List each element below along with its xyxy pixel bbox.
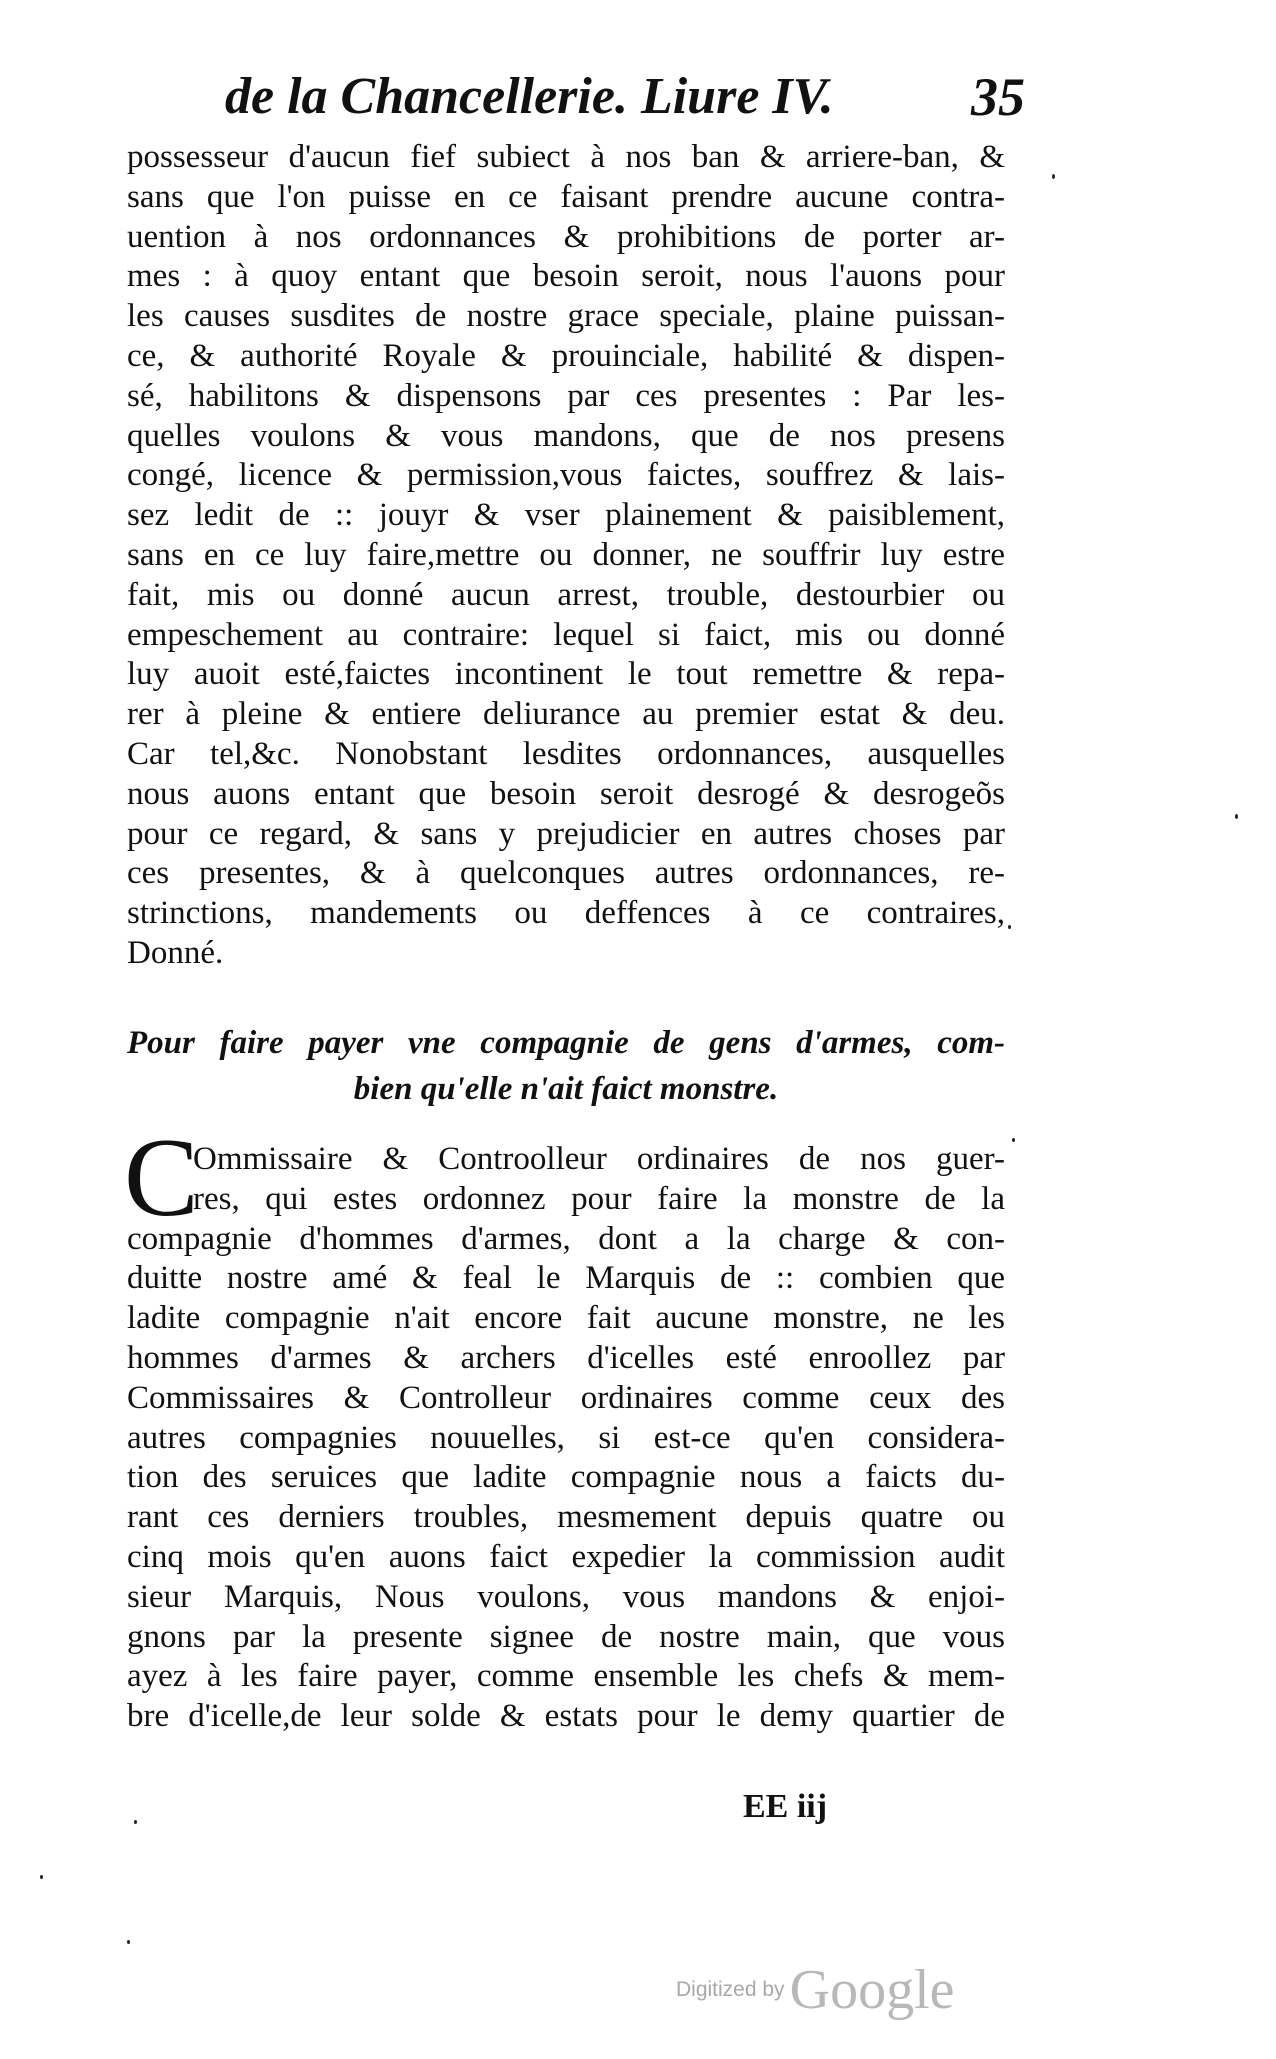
text-line: res, qui estes ordonnez pour faire la monstre de la [193, 1180, 1005, 1217]
text-line: sieur Marquis, Nous voulons, vous mandons & enjoi- [127, 1578, 1005, 1615]
text-line: rer à pleine & entiere deliurance au premier estat & deu. [127, 696, 1005, 733]
text-line: luy auoit esté,faictes incontinent le tout remettre & repa- [127, 656, 1005, 693]
text-line: sans que l'on puisse en ce faisant prendre aucune contra- [127, 178, 1005, 215]
text-line: sez ledit de :: jouyr & vser plainement & paisiblement, [127, 497, 1005, 534]
text-line: pour ce regard, & sans y prejudicier en autres choses par [127, 815, 1005, 852]
page-number: 35 [971, 67, 1025, 127]
text-line: ce, & authorité Royale & prouinciale, habilité & dispen- [127, 337, 1005, 374]
text-line: sans en ce luy faire,mettre ou donner, ne souffrir luy estre [127, 536, 1005, 573]
text-line: compagnie d'hommes d'armes, dont a la charge & con- [127, 1220, 1005, 1257]
text-line: ladite compagnie n'ait encore fait aucune monstre, ne les [127, 1300, 1005, 1337]
text-line: congé, licence & permission,vous faictes, souffrez & lais- [127, 457, 1005, 494]
running-header [225, 62, 1025, 132]
text-line: cinq mois qu'en auons faict expedier la commission audit [127, 1538, 1005, 1575]
print-speck [40, 1875, 43, 1879]
text-line: rant ces derniers troubles, mesmement depuis quatre ou [127, 1499, 1005, 1536]
print-speck [127, 1940, 130, 1944]
text-line: Ommissaire & Controolleur ordinaires de nos guer- [193, 1141, 1005, 1177]
text-line: possesseur d'aucun fief subiect à nos ban & arriere-ban, & [127, 139, 1005, 175]
text-line: strinctions, mandements ou deffences à ce contraires, [127, 895, 1005, 932]
text-line: autres compagnies nouuelles, si est-ce qu'en considera- [127, 1419, 1005, 1456]
print-speck [134, 1820, 137, 1824]
print-speck [1052, 174, 1055, 179]
text-line: les causes susdites de nostre grace speciale, plaine puissan- [127, 298, 1005, 335]
heading-line: bien qu'elle n'ait faict monstre. [353, 1071, 779, 1107]
text-line: duitte nostre amé & feal le Marquis de :: combien que [127, 1260, 1005, 1297]
section-heading [127, 1020, 1005, 1112]
paragraph-continued [127, 138, 1005, 974]
print-speck [1012, 1138, 1015, 1142]
text-line: Car tel,&c. Nonobstant lesdites ordonnances, ausquelles [127, 735, 1005, 772]
heading-line: Pour faire payer vne compagnie de gens d'armes, com- [127, 1025, 1005, 1061]
text-line: bre d'icelle,de leur solde & estats pour le demy quartier de [127, 1698, 1005, 1735]
text-line: ces presentes, & à quelconques autres ordonnances, re- [127, 855, 1005, 892]
text-line: gnons par la presente signee de nostre main, que vous [127, 1618, 1005, 1655]
paragraph-commission [127, 1140, 1005, 1737]
text-line: tion des seruices que ladite compagnie nous a faicts du- [127, 1459, 1005, 1496]
running-title: de la Chancellerie. Liure IV. [225, 68, 834, 125]
text-line: fait, mis ou donné aucun arrest, trouble, destourbier ou [127, 576, 1005, 613]
text-line: sé, habilitons & dispensons par ces presentes : Par les- [127, 377, 1005, 414]
text-line: Donné. [127, 934, 224, 971]
signature-mark: EE iij [743, 1788, 828, 1825]
drop-cap-initial: C [124, 1116, 199, 1240]
text-line: mes : à quoy entant que besoin seroit, nous l'auons pour [127, 258, 1005, 295]
text-line: ayez à les faire payer, comme ensemble les chefs & mem- [127, 1658, 1005, 1695]
text-line: nous auons entant que besoin seroit desrogé & desrogeõs [127, 775, 1005, 812]
watermark-logo: Google [789, 1959, 955, 2021]
text-line: empeschement au contraire: lequel si faict, mis ou donné [127, 616, 1005, 653]
text-line: Commissaires & Controlleur ordinaires comme ceux des [127, 1379, 1005, 1416]
watermark-prefix: Digitized by [676, 1978, 785, 2001]
print-speck [1235, 814, 1238, 819]
digitized-watermark [676, 1958, 955, 2022]
text-line: quelles voulons & vous mandons, que de nos presens [127, 417, 1005, 454]
print-speck [1008, 925, 1011, 929]
text-line: hommes d'armes & archers d'icelles esté enroollez par [127, 1339, 1005, 1376]
text-line: uention à nos ordonnances & prohibitions de porter ar- [127, 218, 1005, 255]
